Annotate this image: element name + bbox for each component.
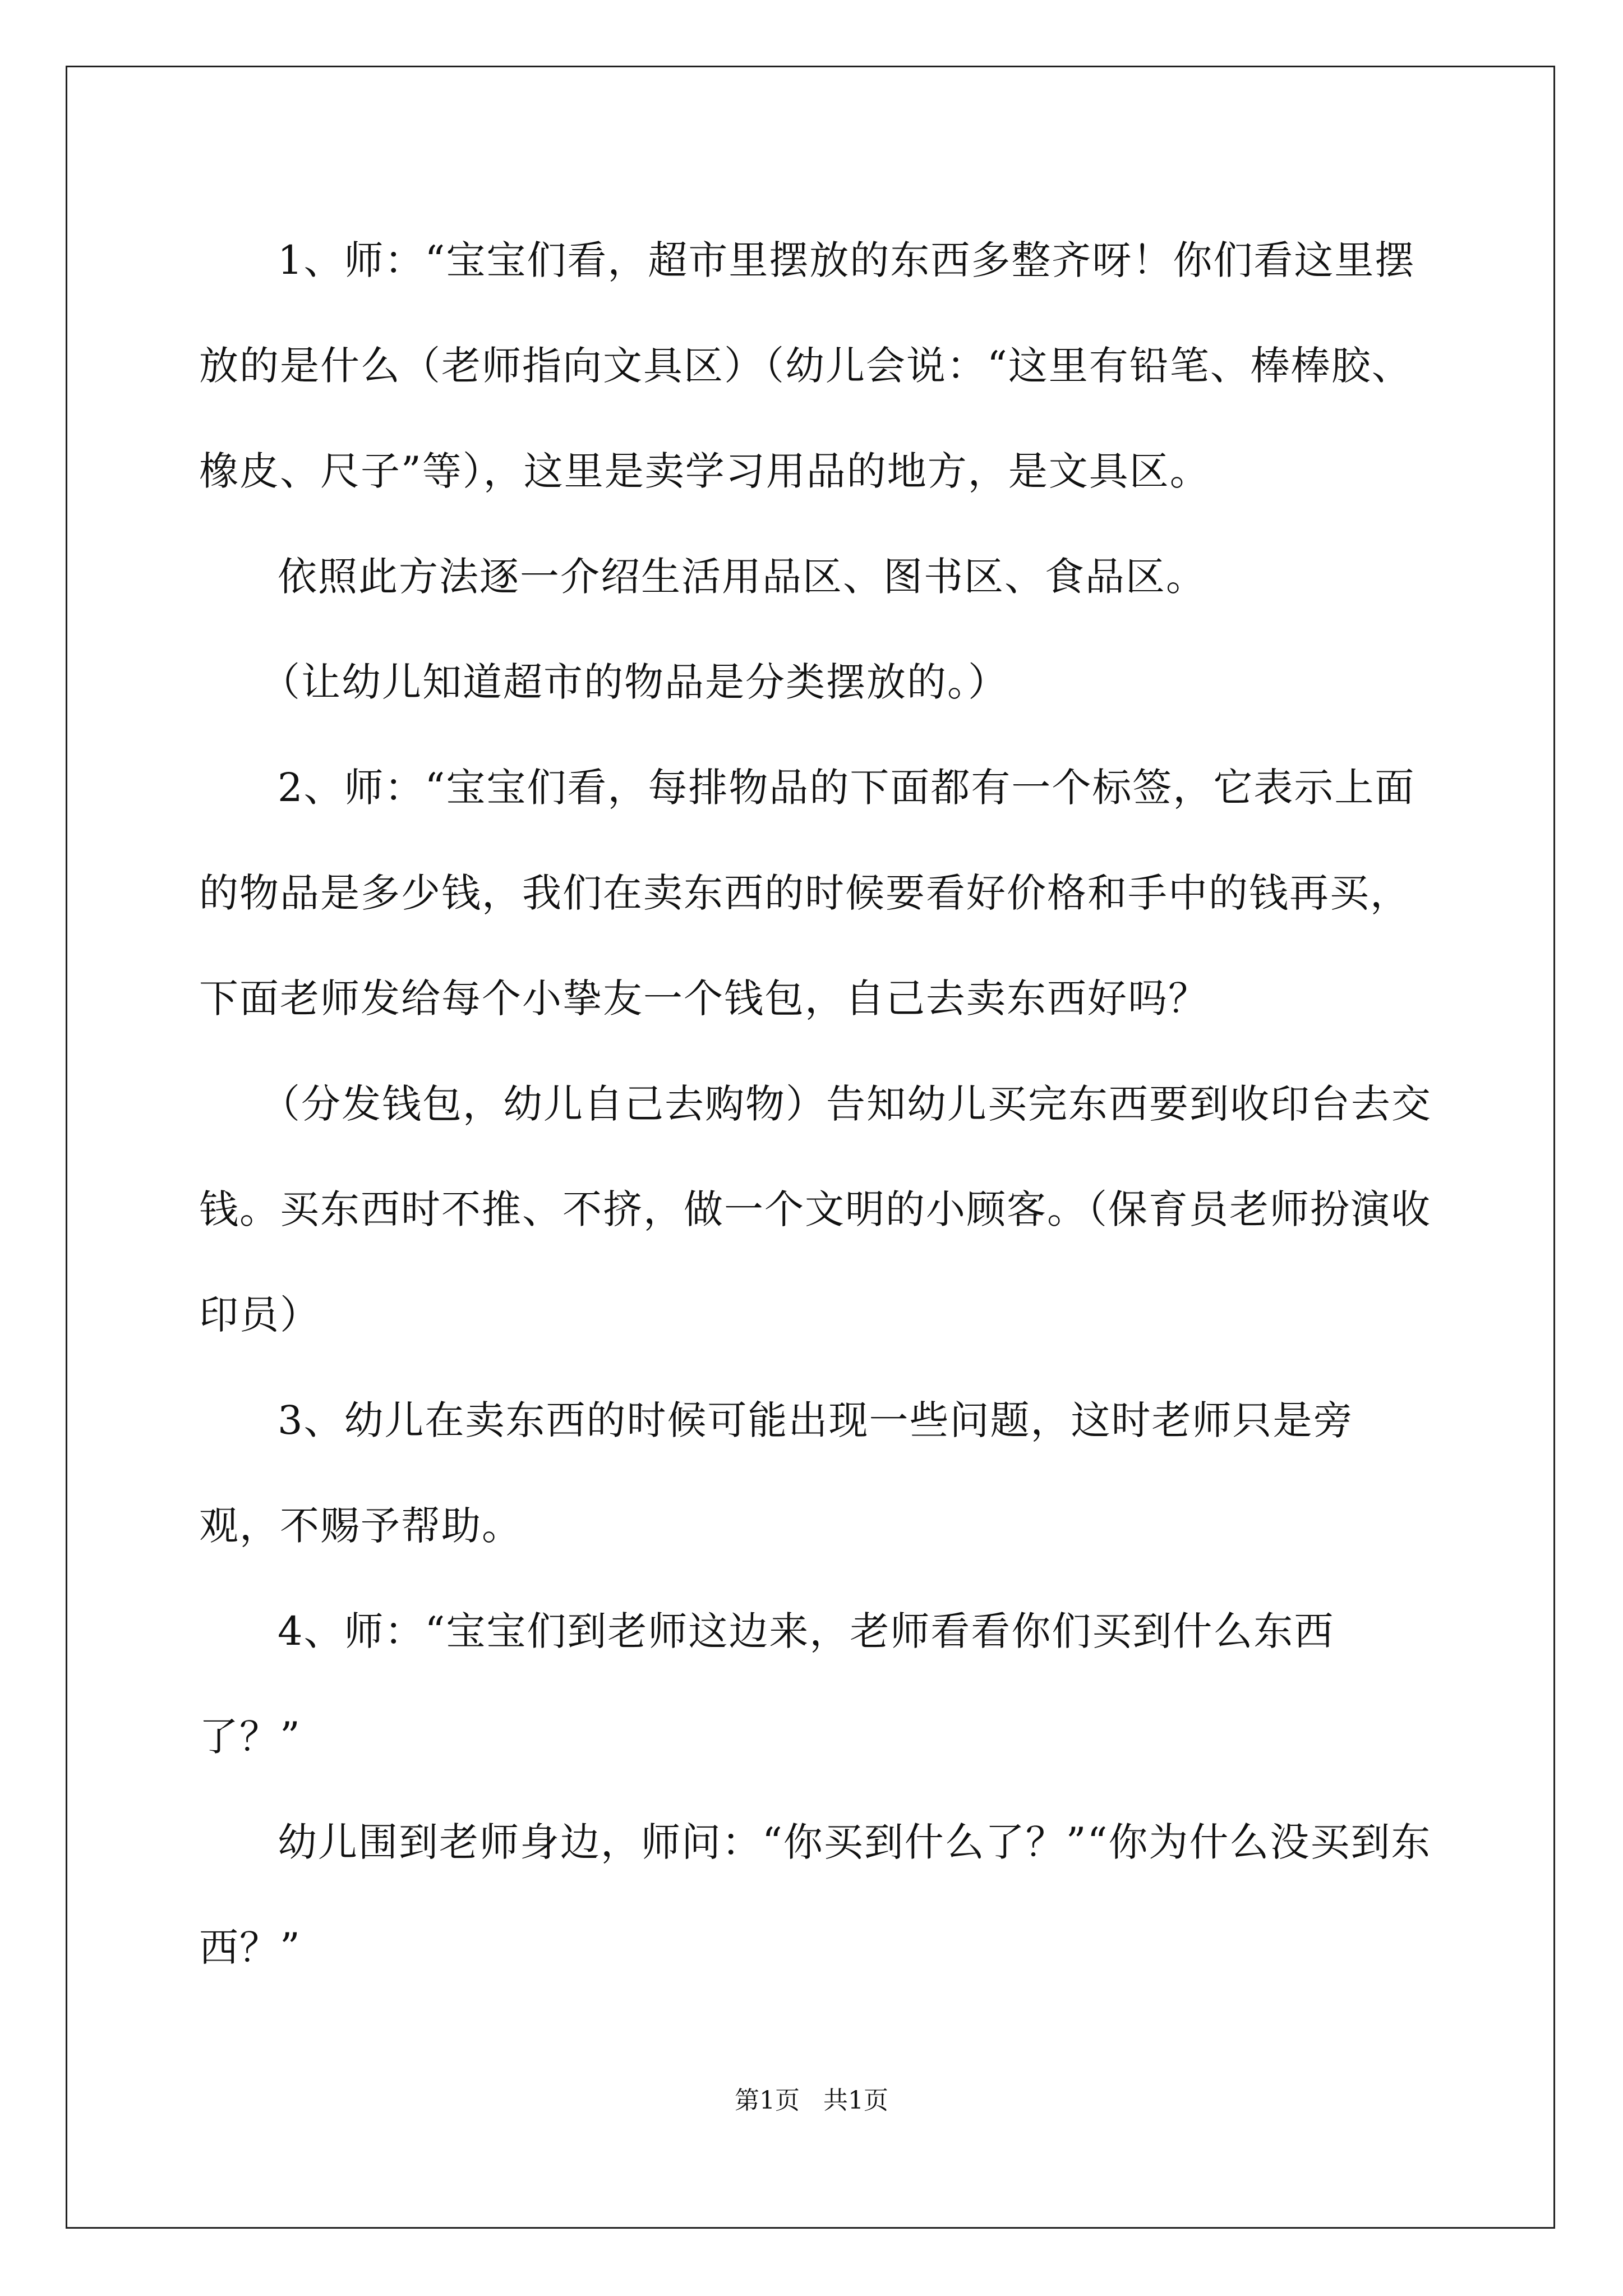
paragraph: 4、师：“宝宝们到老师这边来，老师看看你们买到什么东西了？”: [199, 1608, 1335, 1760]
document-body: [199, 208, 1433, 2000]
page-footer: [0, 2084, 1623, 2118]
paragraph: 幼儿围到老师身边，师问：“你买到什么了？”“你为什么没买到东西？”: [199, 1819, 1432, 1971]
paragraph: （让幼儿知道超市的物品是分类摆放的。）: [261, 659, 1008, 705]
paragraph: 依照此方法逐一介绍生活用品区、图书区、食品区。: [278, 554, 1206, 600]
paragraph: 3、幼儿在卖东西的时候可能出现一些问题，这时老师只是旁观，不赐予帮助。: [199, 1397, 1354, 1549]
paragraph: 1、师：“宝宝们看，超市里摆放的东西多整齐呀！你们看这里摆放的是什么（老师指向文具区）（幼儿会说：“这里有铅笔、棒棒胶、橡皮、尺子”等），这里是卖学习用品的地方，是文具区。: [199, 237, 1415, 494]
page-number: 第1页: [735, 2086, 800, 2115]
paragraph: 2、师：“宝宝们看，每排物品的下面都有一个标签，它表示上面的物品是多少钱，我们在卖东西的时候要看好价格和手中的钱再买，下面老师发给每个小挚友一个钱包，自己去卖东西好吗？: [199, 765, 1415, 1022]
paragraph: （分发钱包，幼儿自己去购物）告知幼儿买完东西要到收印台去交钱。买东西时不推、不挤，做一个文明的小顾客。（保育员老师扮演收印员）: [199, 1081, 1432, 1338]
page-total: 共1页: [823, 2086, 888, 2115]
